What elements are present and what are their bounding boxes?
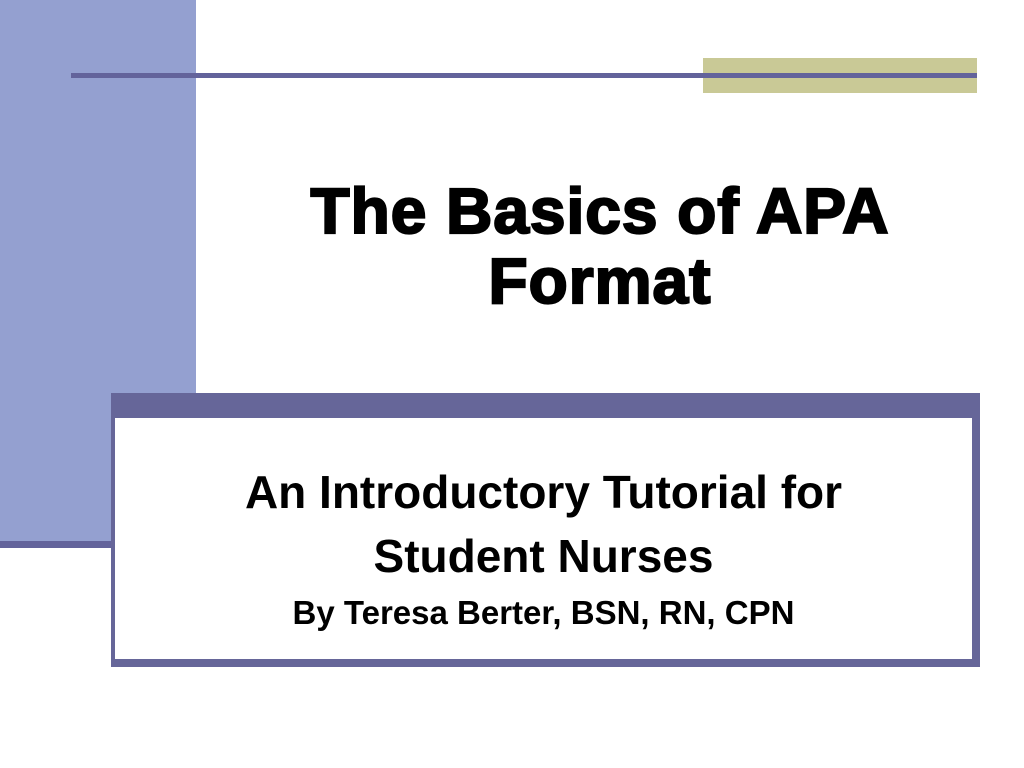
- horizontal-divider-line: [71, 73, 977, 78]
- subtitle-line-2: Student Nurses: [373, 529, 714, 582]
- subtitle-line-1: An Introductory Tutorial for: [244, 465, 843, 518]
- subtitle-box-interior: [115, 418, 972, 659]
- slide-title-line-1: The Basics of APA: [310, 175, 890, 247]
- author-byline: By Teresa Berter, BSN, RN, CPN: [292, 593, 795, 631]
- subtitle-box: [111, 393, 980, 667]
- slide-title: [200, 176, 1000, 316]
- slide-title-line-2: Format: [488, 245, 712, 317]
